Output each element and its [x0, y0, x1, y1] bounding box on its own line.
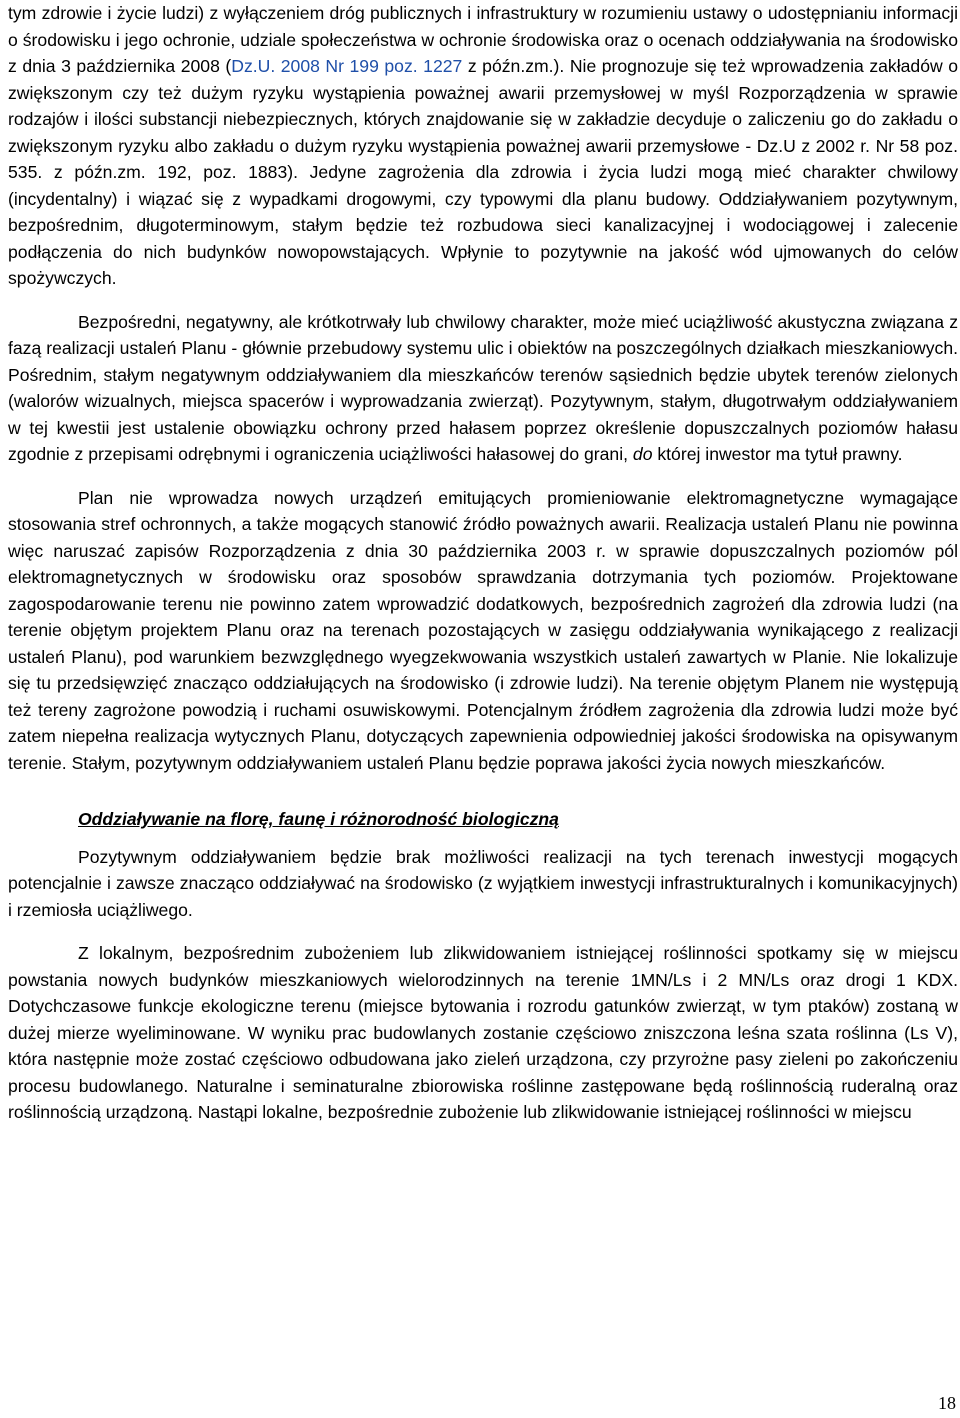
paragraph-text: z późn.zm.). Nie prognozuje się też wprowadzenia zakładów o zwiększonym czy też dużym ryzyku wystąpienia poważnej awarii przemysłowej w myśl Rozporządzenia w sprawie rodzajów i ilości substancji niebezpiecznych, których znajdowanie się w zakładzie decyduje o zaliczeniu go do zakładu o zwiększonym ryzyku albo zakładu o dużym ryzyku wystąpienia poważnej awarii przemysłowe - Dz.U z 2002 r. Nr 58 poz. 535. z późn.zm. 192, poz. 1883). Jedyne zagrożenia dla zdrowia i życia ludzi mogą mieć charakter chwilowy (incydentalny) i wiązać się z wypadkami drogowymi, czy typowymi dla planu budowy. Oddziaływaniem pozytywnym, bezpośrednim, długoterminowym, stałym będzie też rozbudowa sieci kanalizacyjnej i wodociągowej i zalecenie podłączenia do nich budynków nowopowstających. Wpłynie to pozytywnie na jakość wód ujmowanych do celów spożywczych. — [8, 56, 959, 288]
paragraph-text: której inwestor ma tytuł prawny. — [652, 444, 903, 464]
legal-reference-link[interactable]: Dz.U. 2008 Nr 199 poz. 1227 — [231, 56, 463, 76]
paragraph-text: Bezpośredni, negatywny, ale krótkotrwały lub chwilowy charakter, może mieć uciążliwość akustyczna związana z fazą realizacji ustaleń Planu - głównie przebudowy systemu ulic i obiektów na poszczególnych działkach mieszkaniowych. Pośrednim, stałym negatywnym oddziaływaniem dla mieszkańców terenów sąsiednich będzie ubytek terenów zielonych (walorów wizualnych, miejsca spacerów i wyprowadzania zwierząt). Pozytywnym, stałym, długotrwałym oddziaływaniem w tej kwestii jest ustalenie obowiązku ochrony przed hałasem poprzez określenie dopuszczalnych poziomów hałasu zgodnie z przepisami odrębnymi i ograniczenia uciążliwości hałasowej do grani, — [8, 311, 958, 464]
section-heading: Oddziaływanie na florę, faunę i różnorodność biologiczną — [78, 809, 559, 829]
paragraph-text: tym zdrowie i życie ludzi) z wyłączeniem dróg publicznych i infrastruktury w rozumieniu ustawy o udostępnianiu informacji o środowisku i jego ochronie, udziale społeczeństwa w ochronie środowiska oraz o ocenach oddziaływania na środowisko z dnia 3 października 2008 ( — [8, 3, 958, 76]
paragraph-vegetation-loss: Z lokalnym, bezpośrednim zubożeniem lub zlikwidowaniem istniejącej roślinności spotkamy się w miejscu powstania nowych budynków mieszkaniowych wielorodzinnych na terenie 1MN/Ls i 2 MN/Ls oraz drogi 1 KDX. Dotychczasowe funkcje ekologiczne terenu (miejsce bytowania i rozrodu gatunków zwierząt, w tym ptaków) zostaną w dużej mierze wyeliminowane. W wyniku prac budowlanych zostanie częściowo zniszczona leśna szata roślinna (Ls V), która następnie może zostać częściowo odbudowana jako zieleń urządzona, czy przyrożne pasy zieleni po zakończeniu procesu budowlanego. Naturalne i seminaturalne zbiorowiska roślinne zastępowane będą roślinnością ruderalną oraz roślinnością urządzoną. Nastąpi lokalne, bezpośrednie zubożenie lub zlikwidowanie istniejącej roślinności w miejscu — [8, 943, 958, 1122]
paragraph-positive-impact: Pozytywnym oddziaływaniem będzie brak możliwości realizacji na tych terenach inwestycji mogących potencjalnie i zawsze znacząco oddziaływać na środowisko (z wyjątkiem inwestycji infrastrukturalnych i komunikacyjnych) i rzemiosła uciążliwego. — [8, 846, 958, 920]
paragraph-air-health-risks — [8, 0, 958, 292]
paragraph-electromagnetic-radiation: Plan nie wprowadza nowych urządzeń emitujących promieniowanie elektromagnetyczne wymagające stosowania stref ochronnych, a także mogących stanowić źródło poważnych awarii. Realizacja ustaleń Planu nie powinna więc naruszać zapisów Rozporządzenia z dnia 30 października 2003 r. w sprawie dopuszczalnych poziomów pól elektromagnetycznych w środowisku oraz sposobów sprawdzania dotrzymania tych poziomów. Projektowane zagospodarowanie terenu nie powinno zatem wprowadzić dodatkowych, bezpośrednich zagrożeń dla zdrowia ludzi (na terenie objętym projektem Planu oraz na terenach pozostających w zasięgu oddziaływania wynikającego z realizacji ustaleń Planu), pod warunkiem bezwzględnego wyegzekwowania wszystkich ustaleń zawartych w Planie. Nie lokalizuje się tu przedsięwzięć znacząco oddziałujących na środowisko (i zdrowie ludzi). Na terenie objętym Planem nie występują też tereny zagrożone powodzią i ruchami osuwiskowymi. Potencjalnym źródłem zagrożenia dla zdrowia ludzi może być zatem niepełna realizacja wytycznych Planu, dotyczących zapewnienia odpowiedniej jakości środowiska na opisywanym terenie. Stałym, pozytywnym oddziaływaniem ustaleń Planu będzie poprawa jakości życia nowych mieszkańców. — [8, 487, 958, 773]
paragraph-acoustic-impact — [8, 309, 958, 468]
page-number: 18 — [938, 1393, 956, 1413]
document-page — [8, 0, 958, 1126]
italic-word: do — [632, 444, 653, 464]
